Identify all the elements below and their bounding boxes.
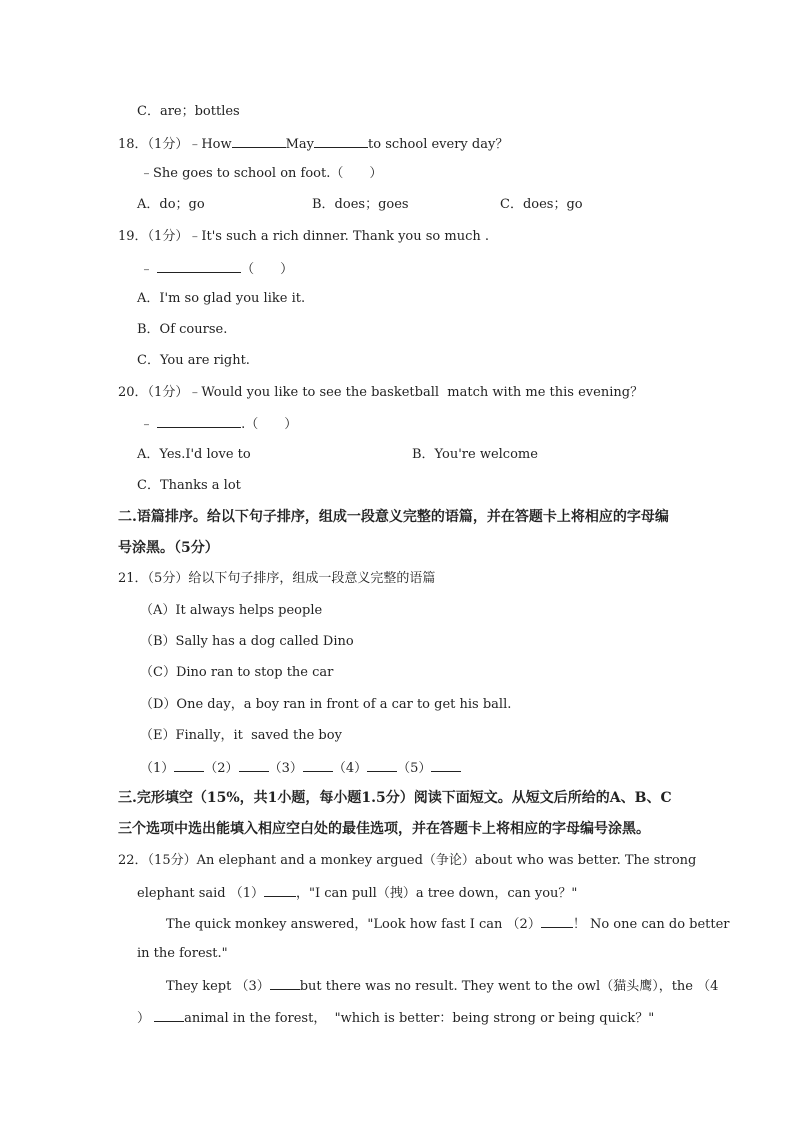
q20-option-a: A．Yes.I'd love to [137, 447, 251, 462]
answer-blank[interactable] [154, 1008, 184, 1022]
answer-blank[interactable] [232, 134, 286, 148]
q21-item-a: （A）It always helps people [140, 603, 323, 618]
answer-blank[interactable] [157, 414, 241, 428]
q20-option-c: C．Thanks a lot [137, 478, 241, 493]
q18-option-c: C．does；go [500, 197, 583, 212]
q17-option-c: C．are；bottles [137, 104, 240, 119]
answer-blank[interactable] [367, 758, 397, 772]
q18-option-a: A．do；go [137, 197, 205, 212]
q21-item-e: （E）Finally，it saved the boy [140, 728, 342, 743]
q20-option-b: B．You're welcome [412, 447, 538, 462]
q18-answer-line: ﹣She goes to school on foot.（ ） [140, 166, 383, 181]
q21-item-b: （B）Sally has a dog called Dino [140, 634, 354, 649]
q22-line5: They kept （3） but there was no result. They went to the owl（猫头鹰），the （4 [166, 976, 718, 996]
q22-line2: elephant said （1） ，"I can pull（拽）a tree down，can you？" [137, 883, 577, 903]
section2-heading-line1: 二.语篇排序。给以下句子排序，组成一段意义完整的语篇，并在答题卡上将相应的字母编 [118, 509, 669, 525]
answer-blank[interactable] [174, 758, 204, 772]
section3-heading-line2: 三个选项中选出能填入相应空白处的最佳选项，并在答题卡上将相应的字母编号涂黑。 [118, 821, 650, 837]
q22-line3: The quick monkey answered，"Look how fast I can （2） ！ No one can do better [166, 914, 730, 934]
answer-blank[interactable] [157, 259, 241, 273]
q19-option-b: B．Of course. [137, 322, 228, 337]
q22-line6: ） animal in the forest， "which is better：being strong or being quick？" [137, 1008, 654, 1028]
q20-stem: 20．（1分）﹣Would you like to see the basketball match with me this evening？ [118, 385, 644, 400]
q19-number: 19．（1分） [118, 229, 189, 244]
answer-blank[interactable] [303, 758, 333, 772]
q20-number: 20．（1分） [118, 385, 189, 400]
q21-answer-slots: （1） （2） （3） （4） （5） [140, 758, 461, 778]
answer-blank[interactable] [270, 976, 300, 990]
answer-blank[interactable] [431, 758, 461, 772]
q18-number: 18．（1分） [118, 137, 189, 152]
q18-option-b: B．does；goes [312, 197, 409, 212]
q22-line1: 22．（15分）An elephant and a monkey argued（争论）about who was better. The strong [118, 853, 697, 868]
q19-option-a: A．I'm so glad you like it. [137, 291, 306, 306]
section2-heading-line2: 号涂黑。（5分） [118, 540, 219, 556]
q21-item-c: （C）Dino ran to stop the car [140, 665, 334, 680]
q20-answer-line: ﹣ .（ ） [140, 414, 297, 434]
q19-answer-line: ﹣ （ ） [140, 259, 293, 279]
answer-blank[interactable] [239, 758, 269, 772]
q21-item-d: （D）One day，a boy ran in front of a car to get his ball. [140, 697, 512, 712]
q19-option-c: C．You are right. [137, 353, 250, 368]
answer-blank[interactable] [264, 883, 296, 897]
q19-stem: 19．（1分）﹣It's such a rich dinner. Thank you so much . [118, 229, 490, 244]
q21-stem: 21．（5分）给以下句子排序，组成一段意义完整的语篇 [118, 571, 436, 586]
answer-blank[interactable] [314, 134, 368, 148]
section3-heading-line1: 三.完形填空（15%，共1小题，每小题1.5分）阅读下面短文。从短文后所给的A、B、C [118, 790, 672, 806]
q22-line4: in the forest." [137, 946, 228, 961]
q18-stem: 18．（1分）﹣How May to school every day？ [118, 134, 508, 154]
answer-blank[interactable] [541, 914, 573, 928]
